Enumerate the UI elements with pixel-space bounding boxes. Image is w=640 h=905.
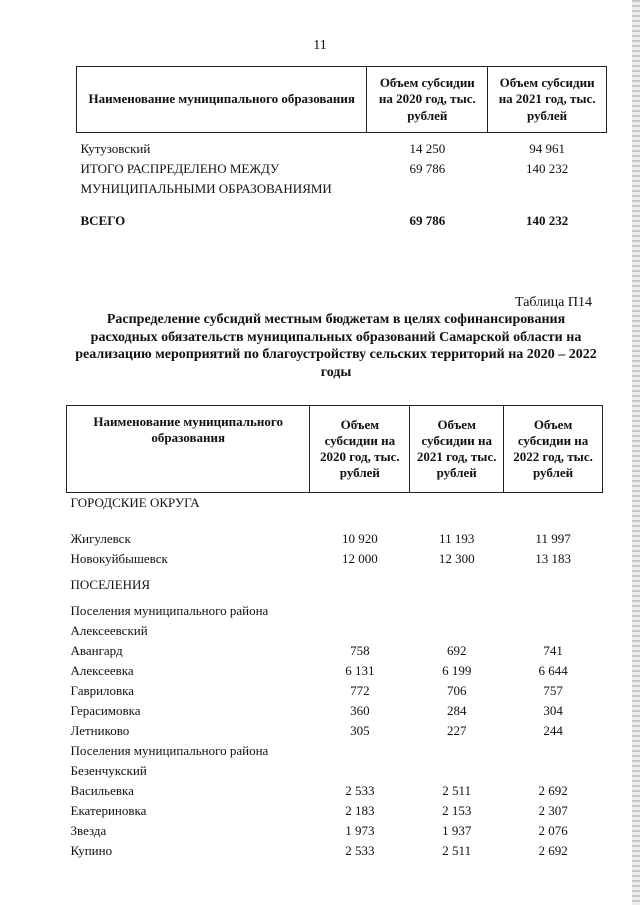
group-header-line: Алексеевский bbox=[70, 623, 148, 638]
row-name: ИТОГО РАСПРЕДЕЛЕНО МЕЖДУ МУНИЦИПАЛЬНЫМИ ОБРАЗОВАНИЯМИ bbox=[80, 160, 332, 196]
table-row bbox=[67, 549, 603, 569]
row-name: Герасимовка bbox=[70, 703, 141, 718]
group-header-line: Поселения муниципального района bbox=[70, 603, 269, 618]
table-row bbox=[67, 701, 603, 721]
row-v2020: 69 786 bbox=[409, 160, 446, 176]
header-2022: Объем субсидии на 2022 год, тыс. рублей bbox=[504, 406, 603, 493]
row-v2022: 11 997 bbox=[535, 531, 571, 546]
row-v2021: 6 199 bbox=[442, 663, 472, 678]
scan-edge bbox=[632, 0, 640, 905]
section-row bbox=[67, 575, 603, 595]
table-row bbox=[77, 159, 607, 199]
row-v2020: 10 920 bbox=[341, 531, 378, 546]
row-name: Летниково bbox=[70, 723, 130, 738]
total-row bbox=[77, 211, 607, 231]
header-municipality: Наименование муниципального образования bbox=[77, 67, 367, 133]
row-v2021: 2 511 bbox=[442, 783, 472, 798]
row-name: Новокуйбышевск bbox=[70, 551, 168, 566]
table-row bbox=[67, 801, 603, 821]
header-2021: Объем субсидии на 2021 год, тыс. рублей bbox=[488, 67, 607, 133]
group-header-row bbox=[67, 601, 603, 621]
group-header-row bbox=[67, 761, 603, 781]
row-v2022: 304 bbox=[543, 703, 563, 718]
table-header-row bbox=[67, 406, 603, 493]
table-row bbox=[67, 661, 603, 681]
page-number: 11 bbox=[313, 38, 327, 53]
row-v2021: 2 511 bbox=[442, 843, 472, 858]
table-row bbox=[67, 841, 603, 861]
group-header-row bbox=[67, 621, 603, 641]
row-name: Екатериновка bbox=[70, 803, 147, 818]
table-title: Распределение субсидий местным бюджетам в целях софинансирования расходных обязательств муниципальных образований Самарской области на реализацию мероприятий по благоустройству сельских территорий на 2020 – 2022 годы bbox=[75, 312, 597, 380]
row-v2021: 284 bbox=[446, 703, 467, 718]
row-v2020: 772 bbox=[350, 683, 370, 698]
section-row bbox=[67, 493, 603, 514]
header-2020: Объем субсидии на 2020 год, тыс. рублей bbox=[310, 406, 410, 493]
table-row bbox=[67, 781, 603, 801]
total-v2021: 140 232 bbox=[525, 212, 569, 228]
table-row bbox=[67, 641, 603, 661]
section-urban-districts: ГОРОДСКИЕ ОКРУГА bbox=[70, 495, 200, 510]
row-v2021: 11 193 bbox=[439, 531, 475, 546]
row-name: Авангард bbox=[70, 643, 123, 658]
row-v2022: 6 644 bbox=[538, 663, 568, 678]
row-v2020: 6 131 bbox=[345, 663, 375, 678]
table-header-row bbox=[77, 67, 607, 133]
section-settlements: ПОСЕЛЕНИЯ bbox=[70, 577, 151, 592]
table-row bbox=[67, 529, 603, 549]
row-v2020: 14 250 bbox=[409, 140, 446, 156]
row-v2020: 12 000 bbox=[341, 551, 378, 566]
row-name: Васильевка bbox=[70, 783, 134, 798]
row-name: Звезда bbox=[70, 823, 107, 838]
row-v2020: 360 bbox=[350, 703, 370, 718]
row-name: Жигулевск bbox=[70, 531, 131, 546]
row-v2022: 2 076 bbox=[538, 823, 568, 838]
header-2020: Объем субсидии на 2020 год, тыс. рублей bbox=[367, 67, 488, 133]
row-v2022: 244 bbox=[543, 723, 563, 738]
table-row bbox=[67, 721, 603, 741]
table-row bbox=[67, 821, 603, 841]
row-v2020: 305 bbox=[350, 723, 370, 738]
row-v2021: 692 bbox=[446, 643, 467, 658]
row-v2021: 12 300 bbox=[438, 551, 475, 566]
row-v2020: 1 973 bbox=[345, 823, 375, 838]
row-name: Алексеевка bbox=[70, 663, 134, 678]
subsidy-table-continued bbox=[76, 66, 607, 231]
total-v2020: 69 786 bbox=[409, 212, 446, 228]
row-v2022: 757 bbox=[543, 683, 563, 698]
table-label: Таблица П14 bbox=[515, 295, 592, 310]
row-v2021: 140 232 bbox=[525, 160, 569, 176]
header-municipality: Наименование муниципального образования bbox=[67, 406, 310, 493]
row-v2020: 2 533 bbox=[345, 843, 375, 858]
row-v2022: 2 307 bbox=[538, 803, 568, 818]
subsidy-table-p14 bbox=[66, 405, 603, 861]
row-v2021: 227 bbox=[446, 723, 467, 738]
group-header-line: Безенчукский bbox=[70, 763, 147, 778]
row-v2020: 2 533 bbox=[345, 783, 375, 798]
row-name: Кутузовский bbox=[80, 140, 151, 156]
total-label: ВСЕГО bbox=[80, 212, 126, 228]
group-header-line: Поселения муниципального района bbox=[70, 743, 269, 758]
row-v2022: 2 692 bbox=[538, 843, 568, 858]
row-v2021: 94 961 bbox=[529, 140, 565, 156]
row-name: Гавриловка bbox=[70, 683, 135, 698]
group-header-row bbox=[67, 741, 603, 761]
row-v2022: 2 692 bbox=[538, 783, 568, 798]
row-v2021: 706 bbox=[446, 683, 467, 698]
table-row bbox=[67, 681, 603, 701]
row-v2020: 758 bbox=[350, 643, 370, 658]
row-name: Купино bbox=[70, 843, 113, 858]
table-row bbox=[77, 139, 607, 159]
row-v2021: 2 153 bbox=[442, 803, 472, 818]
header-2021: Объем субсидии на 2021 год, тыс. рублей bbox=[410, 406, 504, 493]
row-v2022: 13 183 bbox=[535, 551, 571, 566]
row-v2020: 2 183 bbox=[345, 803, 375, 818]
row-v2021: 1 937 bbox=[442, 823, 472, 838]
row-v2022: 741 bbox=[543, 643, 563, 658]
